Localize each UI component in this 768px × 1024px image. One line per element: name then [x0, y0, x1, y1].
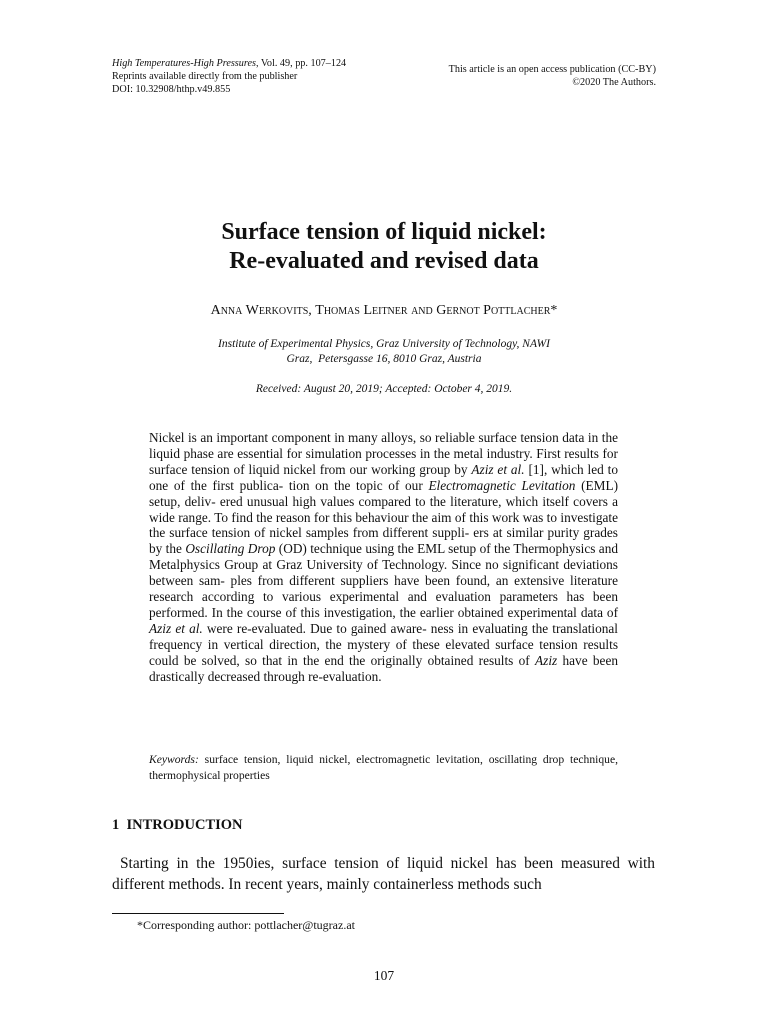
author-separator: , — [308, 303, 316, 318]
running-header-left — [112, 57, 346, 96]
keywords-label: Keywords: — [149, 753, 199, 766]
abstract — [149, 430, 618, 685]
keywords — [149, 752, 618, 784]
author-3: Gernot Pottlacher — [436, 303, 551, 318]
reprints-note: Reprints available directly from the publisher — [112, 71, 298, 82]
affiliation — [0, 337, 768, 367]
abstract-emphasis: Oscillating Drop — [185, 541, 276, 557]
author-1: Anna Werkovits — [210, 303, 309, 318]
journal-volume: , Vol. 49, pp. 107–124 — [255, 58, 347, 69]
abstract-segment: (OD) technique using the EML setup of the Thermophysics and Metalphysics Group at Graz University of Technology. Since no significant deviations between sam- ples from different suppliers have been found, an extensive literature research according to various experimental and evaluation parameters has been performed. In the course of this investigation, the earlier obtained experimental data of — [149, 541, 618, 620]
paper-title-line-2: Re-evaluated and revised data — [229, 248, 539, 274]
affiliation-line-2: Graz, Petersgasse 16, 8010 Graz, Austria — [286, 353, 482, 365]
abstract-emphasis: Aziz et al. — [149, 620, 203, 636]
copyright-note: ©2020 The Authors. — [572, 77, 656, 88]
open-access-note: This article is an open access publication (CC-BY) — [448, 64, 656, 75]
abstract-text — [149, 430, 618, 685]
corresponding-mark: * — [550, 303, 558, 318]
journal-citation — [112, 57, 346, 70]
keywords-list: surface tension, liquid nickel, electromagnetic levitation, oscillating drop technique, thermophysical properties — [149, 753, 618, 782]
abstract-segment: were re-evaluated. Due to gained aware- ness in evaluating the translational frequency in vertical direction, the mystery of these elevated surface tension results could be solved, so that in the end the originally obtained results of — [149, 620, 619, 668]
abstract-segment: (EML) setup, deliv- ered unusual high values compared to the literature, which itself covers a wide range. To find the reason for this behaviour the aim of this work was to investigate the surface tension of nickel samples from different suppli- ers at similar purity grades by the — [149, 477, 619, 557]
running-header-right — [449, 63, 656, 89]
journal-name: High Temperatures-High Pressures — [112, 58, 256, 69]
paper-title — [0, 218, 768, 276]
abstract-emphasis: Aziz — [535, 652, 558, 668]
abstract-segment: [1], which led to one of the first publica- tion on the topic of our — [149, 461, 619, 493]
paper-title-line-1: Surface tension of liquid nickel: — [221, 219, 547, 245]
doi: DOI: 10.32908/hthp.v49.855 — [112, 84, 231, 95]
author-2: Thomas Leitner — [315, 303, 408, 318]
received-accepted-dates: Received: August 20, 2019; Accepted: October 4, 2019. — [255, 383, 513, 395]
abstract-emphasis: Electromagnetic Levitation — [428, 477, 576, 493]
abstract-emphasis: Aziz et al. — [471, 461, 525, 477]
section-heading — [112, 817, 243, 834]
abstract-segment: Nickel is an important component in many alloys, so reliable surface tension data in the liquid phase are essential for simulation processes in the metal industry. First results for surface tension of liquid nickel from our working group by — [149, 430, 618, 477]
abstract-segment: have been drastically decreased through re-evaluation. — [149, 652, 618, 684]
affiliation-line-1: Institute of Experimental Physics, Graz University of Technology, NAWI — [218, 338, 550, 350]
section-number: 1 — [112, 817, 120, 833]
section-title: INTRODUCTION — [126, 817, 243, 833]
footnote: *Corresponding author: pottlacher@tugraz.at — [137, 918, 355, 932]
page-number: 107 — [373, 968, 395, 983]
author-list — [0, 303, 768, 319]
footnote-rule — [112, 913, 284, 914]
intro-paragraph: Starting in the 1950ies, surface tension of liquid nickel has been measured with different methods. In recent years, mainly containerless methods such — [112, 855, 655, 893]
author-conjunction: and — [407, 303, 437, 318]
